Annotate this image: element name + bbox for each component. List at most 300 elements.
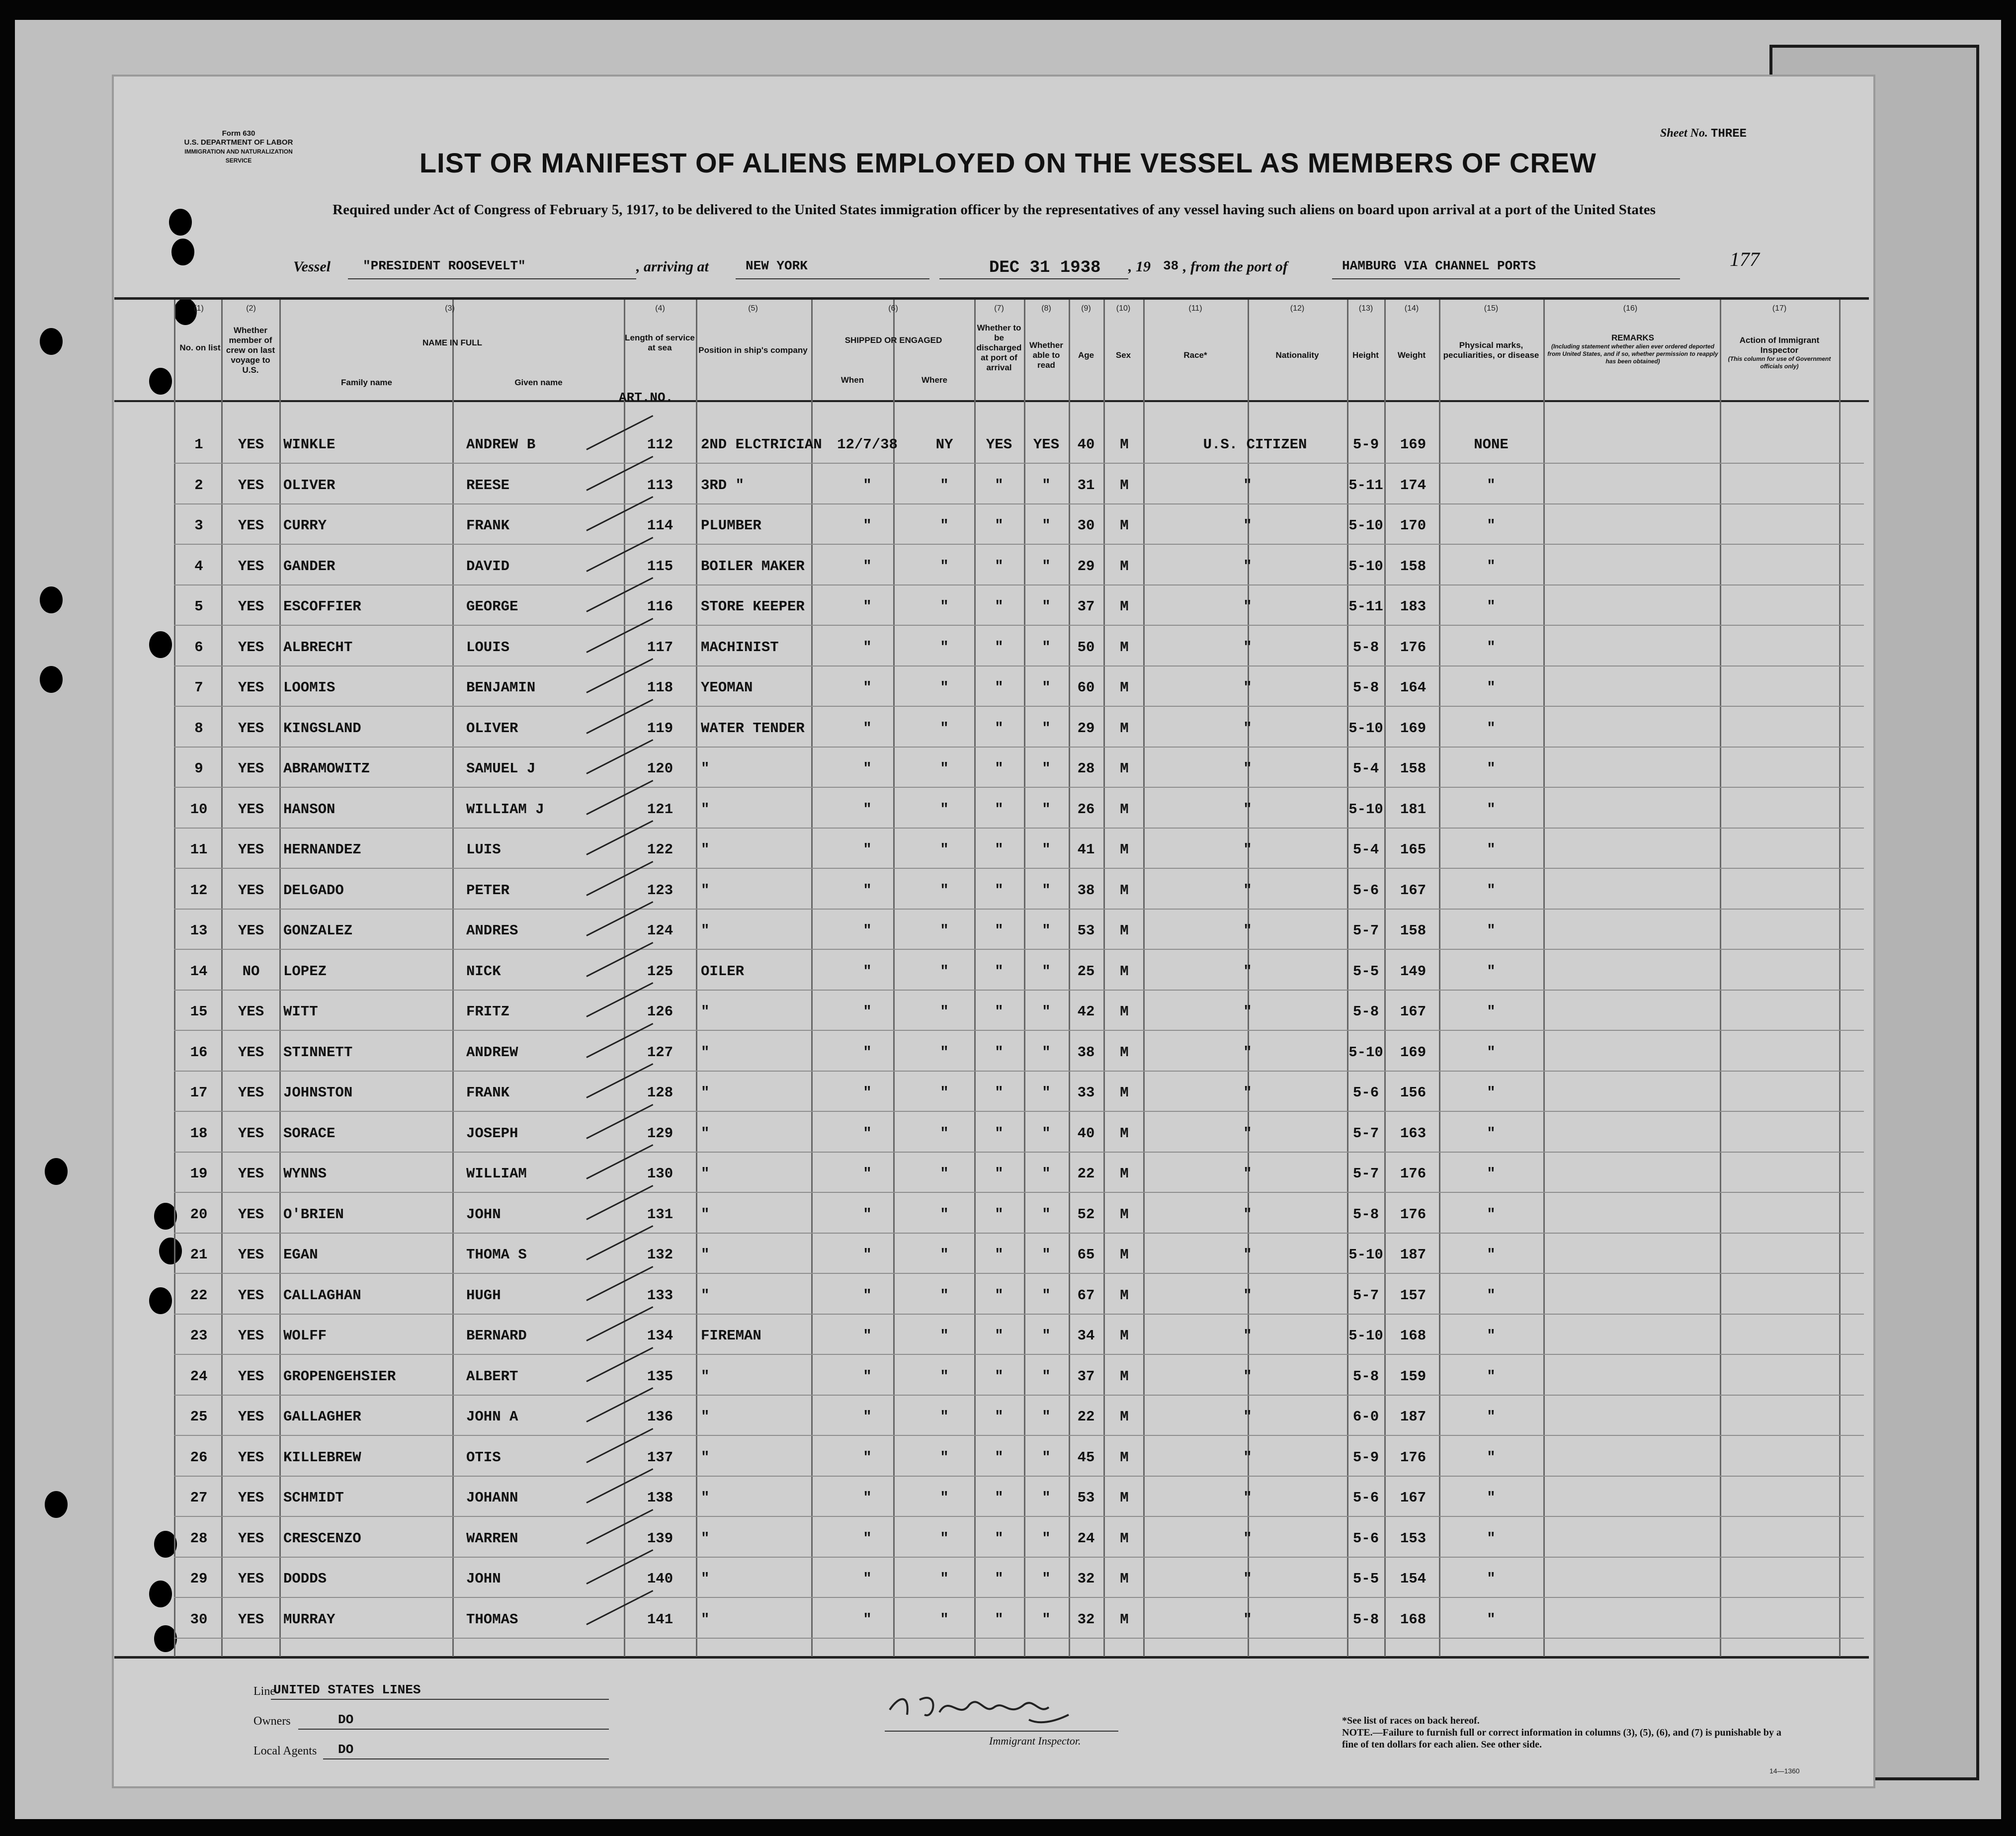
cell-height: 5-10 <box>1348 1247 1383 1263</box>
cell-position: " <box>701 841 710 858</box>
cell-given: ANDREW <box>466 1044 518 1061</box>
cell-when: " <box>863 1530 872 1547</box>
column-number: (6) <box>888 304 898 313</box>
cell-weight: 158 <box>1400 558 1427 575</box>
cell-discharged: " <box>995 517 1004 534</box>
cell-family: CRESCENZO <box>283 1530 361 1547</box>
cell-age: 29 <box>1077 720 1095 737</box>
cell-height: 5-10 <box>1348 558 1383 575</box>
cell-service: 129 <box>647 1125 673 1142</box>
cell-position: " <box>701 1530 710 1547</box>
cell-nationality: " <box>1243 639 1252 656</box>
cell-no: 10 <box>190 801 208 818</box>
cell-weight: 156 <box>1400 1085 1427 1101</box>
cell-nationality: " <box>1243 1044 1252 1061</box>
cell-family: CURRY <box>283 517 327 534</box>
cell-where: " <box>940 841 949 858</box>
cell-read: " <box>1042 679 1051 696</box>
cell-where: " <box>940 1206 949 1223</box>
cell-discharged: " <box>995 1247 1004 1263</box>
cell-nationality: U.S. CITIZEN <box>1203 436 1307 453</box>
cell-given: JOHANN <box>466 1490 518 1506</box>
cell-position: STORE KEEPER <box>701 598 805 615</box>
action-title: Action of Immigrant Inspector <box>1739 335 1820 355</box>
cell-member: YES <box>238 922 264 939</box>
cell-service: 135 <box>647 1368 673 1385</box>
form-number: Form 630 <box>222 129 255 138</box>
cell-when: " <box>863 963 872 980</box>
cell-member: YES <box>238 1409 264 1425</box>
cell-height: 5-7 <box>1352 1287 1379 1304</box>
owners-label: Owners <box>253 1715 291 1728</box>
column-number: (5) <box>748 304 758 313</box>
cell-position: " <box>701 1085 710 1101</box>
cell-member: YES <box>238 801 264 818</box>
cell-age: 50 <box>1077 639 1095 656</box>
header-marks: Physical marks, peculiarities, or disease <box>1443 340 1539 360</box>
cell-height: 5-8 <box>1352 1368 1379 1385</box>
header-age: Age <box>1078 350 1094 360</box>
cell-nationality: " <box>1243 517 1252 534</box>
line-label: Line <box>253 1685 275 1698</box>
cell-given: HUGH <box>466 1287 501 1304</box>
cell-service: 112 <box>647 436 673 453</box>
line-underline <box>271 1699 609 1700</box>
cell-sex: M <box>1120 1206 1129 1223</box>
cell-discharged: " <box>995 922 1004 939</box>
cell-sex: M <box>1120 436 1129 453</box>
row-rule <box>174 463 1864 464</box>
cell-discharged: " <box>995 477 1004 494</box>
cell-height: 5-8 <box>1352 1611 1379 1628</box>
cell-family: GONZALEZ <box>283 922 353 939</box>
cell-height: 5-7 <box>1352 922 1379 939</box>
header-member: Whether member of crew on last voyage to U.S. <box>226 326 275 375</box>
cell-marks: " <box>1487 720 1496 737</box>
cell-where: " <box>940 477 949 494</box>
cell-no: 16 <box>190 1044 208 1061</box>
row-rule <box>174 625 1864 626</box>
cell-position: " <box>701 1611 710 1628</box>
cell-discharged: " <box>995 1044 1004 1061</box>
cell-age: 26 <box>1077 801 1095 818</box>
cell-when: " <box>863 1611 872 1628</box>
cell-discharged: " <box>995 639 1004 656</box>
from-label: , from the port of <box>1183 258 1288 275</box>
cell-age: 53 <box>1077 1490 1095 1506</box>
handwritten-page-number: 177 <box>1730 248 1760 270</box>
column-number: (10) <box>1116 304 1131 313</box>
signature-line <box>885 1731 1118 1732</box>
cell-marks: " <box>1487 1571 1496 1587</box>
cell-sex: M <box>1120 1611 1129 1628</box>
cell-family: GROPENGEHSIER <box>283 1368 396 1385</box>
cell-sex: M <box>1120 1287 1129 1304</box>
row-rule <box>174 1516 1864 1517</box>
cell-member: YES <box>238 1449 264 1466</box>
cell-member: YES <box>238 1044 264 1061</box>
cell-nationality: " <box>1243 1287 1252 1304</box>
cell-discharged: YES <box>986 436 1012 453</box>
cell-sex: M <box>1120 1368 1129 1385</box>
line-value: UNITED STATES LINES <box>273 1682 421 1697</box>
cell-family: WOLFF <box>283 1328 327 1344</box>
cell-marks: " <box>1487 1003 1496 1020</box>
cell-family: LOOMIS <box>283 679 336 696</box>
cell-sex: M <box>1120 1490 1129 1506</box>
cell-where: " <box>940 963 949 980</box>
cell-when: " <box>863 1490 872 1506</box>
cell-marks: NONE <box>1474 436 1509 453</box>
cell-no: 15 <box>190 1003 208 1020</box>
cell-no: 14 <box>190 963 208 980</box>
cell-weight: 159 <box>1400 1368 1427 1385</box>
cell-weight: 183 <box>1400 598 1427 615</box>
cell-nationality: " <box>1243 1125 1252 1142</box>
cell-marks: " <box>1487 882 1496 899</box>
cell-family: DODDS <box>283 1571 327 1587</box>
vessel-name: "PRESIDENT ROOSEVELT" <box>363 258 526 273</box>
cell-member: YES <box>238 639 264 656</box>
cell-discharged: " <box>995 801 1004 818</box>
cell-read: " <box>1042 720 1051 737</box>
cell-nationality: " <box>1243 760 1252 777</box>
column-number: (15) <box>1484 304 1499 313</box>
cell-member: YES <box>238 1125 264 1142</box>
cell-weight: 167 <box>1400 1003 1427 1020</box>
cell-marks: " <box>1487 477 1496 494</box>
cell-when: " <box>863 517 872 534</box>
cell-weight: 169 <box>1400 720 1427 737</box>
header-position: Position in ship's company <box>698 345 808 355</box>
punch-hole <box>171 239 194 265</box>
cell-discharged: " <box>995 1490 1004 1506</box>
row-rule <box>174 1233 1864 1234</box>
row-rule <box>174 706 1864 707</box>
cell-height: 5-10 <box>1348 1044 1383 1061</box>
cell-no: 3 <box>194 517 203 534</box>
from-underline <box>1332 278 1680 279</box>
cell-age: 40 <box>1077 1125 1095 1142</box>
cell-position: " <box>701 760 710 777</box>
cell-position: 2ND ELCTRICIAN <box>701 436 822 453</box>
cell-height: 5-8 <box>1352 1206 1379 1223</box>
cell-sex: M <box>1120 1328 1129 1344</box>
cell-weight: 165 <box>1400 841 1427 858</box>
cell-nationality: " <box>1243 963 1252 980</box>
cell-sex: M <box>1120 639 1129 656</box>
cell-given: LOUIS <box>466 639 510 656</box>
document-subtitle: Required under Act of Congress of February 5, 1917, to be delivered to the United States immigration officer by the representatives of any vessel having such aliens on board upon arrival at a port of the United States <box>333 202 1656 218</box>
cell-position: BOILER MAKER <box>701 558 805 575</box>
cell-no: 7 <box>194 679 203 696</box>
cell-member: YES <box>238 1328 264 1344</box>
cell-service: 132 <box>647 1247 673 1263</box>
cell-read: " <box>1042 517 1051 534</box>
cell-height: 5-4 <box>1352 841 1379 858</box>
date-stamp: DEC 31 1938 <box>989 258 1101 277</box>
cell-read: " <box>1042 882 1051 899</box>
cell-age: 34 <box>1077 1328 1095 1344</box>
cell-given: LUIS <box>466 841 501 858</box>
cell-member: YES <box>238 841 264 858</box>
cell-sex: M <box>1120 760 1129 777</box>
punch-hole <box>40 666 63 693</box>
cell-position: " <box>701 1449 710 1466</box>
cell-weight: 153 <box>1400 1530 1427 1547</box>
cell-family: JOHNSTON <box>283 1085 353 1101</box>
cell-marks: " <box>1487 1409 1496 1425</box>
header-no: No. on list <box>179 343 221 352</box>
remarks-title: REMARKS <box>1611 333 1654 342</box>
cell-nationality: " <box>1243 477 1252 494</box>
cell-given: OLIVER <box>466 720 518 737</box>
cell-position: MACHINIST <box>701 639 779 656</box>
cell-service: 115 <box>647 558 673 575</box>
cell-discharged: " <box>995 1611 1004 1628</box>
cell-sex: M <box>1120 1125 1129 1142</box>
cell-age: 67 <box>1077 1287 1095 1304</box>
cell-member: YES <box>238 882 264 899</box>
cell-service: 122 <box>647 841 673 858</box>
cell-family: WYNNS <box>283 1166 327 1182</box>
cell-where: " <box>940 801 949 818</box>
cell-when: " <box>863 1328 872 1344</box>
cell-service: 113 <box>647 477 673 494</box>
row-rule <box>174 1638 1864 1639</box>
footer-notes <box>1342 1715 1789 1751</box>
cell-age: 60 <box>1077 679 1095 696</box>
column-number: (9) <box>1081 304 1091 313</box>
cell-member: YES <box>238 1571 264 1587</box>
cell-no: 22 <box>190 1287 208 1304</box>
cell-marks: " <box>1487 963 1496 980</box>
header-given-name: Given name <box>514 378 563 387</box>
punch-hole <box>45 1158 68 1185</box>
cell-read: " <box>1042 477 1051 494</box>
header-name: NAME IN FULL <box>422 338 482 347</box>
punch-hole <box>149 1581 172 1607</box>
cell-when: " <box>863 1085 872 1101</box>
cell-where: " <box>940 1490 949 1506</box>
cell-service: 138 <box>647 1490 673 1506</box>
year-value: 38 <box>1163 258 1179 273</box>
cell-marks: " <box>1487 841 1496 858</box>
column-number: (11) <box>1188 304 1202 313</box>
cell-age: 65 <box>1077 1247 1095 1263</box>
cell-position: " <box>701 1166 710 1182</box>
cell-position: " <box>701 1003 710 1020</box>
cell-nationality: " <box>1243 1085 1252 1101</box>
row-rule <box>174 1314 1864 1315</box>
cell-nationality: " <box>1243 1530 1252 1547</box>
cell-sex: M <box>1120 598 1129 615</box>
cell-age: 31 <box>1077 477 1095 494</box>
cell-marks: " <box>1487 1085 1496 1101</box>
cell-when: " <box>863 922 872 939</box>
agents-value: DO <box>338 1742 354 1757</box>
row-rule <box>174 787 1864 788</box>
row-rule <box>174 1152 1864 1153</box>
cell-discharged: " <box>995 598 1004 615</box>
cell-age: 45 <box>1077 1449 1095 1466</box>
row-rule <box>174 544 1864 545</box>
cell-given: FRANK <box>466 1085 510 1101</box>
cell-read: " <box>1042 1449 1051 1466</box>
cell-family: GALLAGHER <box>283 1409 361 1425</box>
cell-sex: M <box>1120 841 1129 858</box>
cell-member: YES <box>238 517 264 534</box>
cell-given: JOHN <box>466 1206 501 1223</box>
cell-sex: M <box>1120 882 1129 899</box>
cell-marks: " <box>1487 1449 1496 1466</box>
header-bottom-rule <box>114 400 1869 402</box>
cell-marks: " <box>1487 679 1496 696</box>
cell-age: 40 <box>1077 436 1095 453</box>
cell-service: 130 <box>647 1166 673 1182</box>
cell-height: 5-10 <box>1348 1328 1383 1344</box>
cell-position: FIREMAN <box>701 1328 761 1344</box>
vessel-label: Vessel <box>293 258 331 275</box>
punch-hole <box>149 631 172 658</box>
cell-weight: 154 <box>1400 1571 1427 1587</box>
cell-given: FRANK <box>466 517 510 534</box>
cell-member: YES <box>238 720 264 737</box>
cell-no: 12 <box>190 882 208 899</box>
column-number: (4) <box>655 304 665 313</box>
action-note: (This column for use of Government officials only) <box>1728 355 1831 370</box>
cell-where: " <box>940 679 949 696</box>
date-underline <box>939 278 1128 279</box>
cell-read: " <box>1042 1287 1051 1304</box>
cell-family: ESCOFFIER <box>283 598 361 615</box>
fine-note: NOTE.—Failure to furnish full or correct information in columns (3), (5), (6), and (7) is punishable by a fine of ten dollars for each alien. See other side. <box>1342 1727 1781 1750</box>
cell-where: " <box>940 1571 949 1587</box>
cell-nationality: " <box>1243 558 1252 575</box>
cell-read: " <box>1042 1247 1051 1263</box>
cell-height: 5-11 <box>1348 477 1383 494</box>
row-rule <box>174 584 1864 585</box>
row-rule <box>174 828 1864 829</box>
cell-no: 4 <box>194 558 203 575</box>
sheet-value: THREE <box>1711 127 1747 141</box>
column-number: (14) <box>1404 304 1419 313</box>
cell-read: " <box>1042 1206 1051 1223</box>
cell-member: YES <box>238 1247 264 1263</box>
row-rule <box>174 1030 1864 1031</box>
punch-hole <box>40 328 63 355</box>
cell-member: YES <box>238 558 264 575</box>
cell-member: YES <box>238 679 264 696</box>
cell-when: " <box>863 1287 872 1304</box>
cell-marks: " <box>1487 1206 1496 1223</box>
row-rule <box>174 1557 1864 1558</box>
cell-read: " <box>1042 1571 1051 1587</box>
cell-where: " <box>940 1003 949 1020</box>
cell-discharged: " <box>995 1085 1004 1101</box>
cell-height: 5-10 <box>1348 720 1383 737</box>
cell-family: MURRAY <box>283 1611 336 1628</box>
cell-read: " <box>1042 1611 1051 1628</box>
cell-service: 127 <box>647 1044 673 1061</box>
cell-height: 5-5 <box>1352 1571 1379 1587</box>
cell-age: 38 <box>1077 882 1095 899</box>
header-height: Height <box>1352 350 1379 360</box>
department-name: U.S. DEPARTMENT OF LABOR <box>184 138 293 147</box>
cell-when: " <box>863 1003 872 1020</box>
cell-weight: 158 <box>1400 922 1427 939</box>
header-weight: Weight <box>1397 350 1426 360</box>
cell-marks: " <box>1487 1490 1496 1506</box>
cell-position: " <box>701 1206 710 1223</box>
cell-read: " <box>1042 1085 1051 1101</box>
cell-member: YES <box>238 1368 264 1385</box>
cell-nationality: " <box>1243 1449 1252 1466</box>
cell-no: 18 <box>190 1125 208 1142</box>
cell-age: 22 <box>1077 1166 1095 1182</box>
cell-where: " <box>940 1611 949 1628</box>
cell-service: 133 <box>647 1287 673 1304</box>
cell-where: " <box>940 1530 949 1547</box>
departure-port: HAMBURG VIA CHANNEL PORTS <box>1342 258 1536 273</box>
table-top-rule <box>114 297 1869 300</box>
cell-age: 37 <box>1077 598 1095 615</box>
table-bottom-rule <box>114 1656 1869 1659</box>
cell-discharged: " <box>995 882 1004 899</box>
row-rule <box>174 1476 1864 1477</box>
punch-hole <box>149 1287 172 1314</box>
cell-read: " <box>1042 1166 1051 1182</box>
cell-given: WILLIAM <box>466 1166 527 1182</box>
header-service: Length of service at sea <box>625 333 695 352</box>
cell-height: 5-9 <box>1352 436 1379 453</box>
header-when: When <box>840 375 864 385</box>
column-number: (1) <box>194 304 204 313</box>
cell-service: 137 <box>647 1449 673 1466</box>
cell-age: 42 <box>1077 1003 1095 1020</box>
cell-marks: " <box>1487 1247 1496 1263</box>
cell-where: NY <box>935 436 953 453</box>
cell-discharged: " <box>995 1530 1004 1547</box>
cell-age: 52 <box>1077 1206 1095 1223</box>
cell-height: 5-4 <box>1352 760 1379 777</box>
cell-no: 21 <box>190 1247 208 1263</box>
cell-position: YEOMAN <box>701 679 753 696</box>
cell-marks: " <box>1487 1368 1496 1385</box>
cell-family: HANSON <box>283 801 336 818</box>
cell-no: 11 <box>190 841 208 858</box>
inspector-label: Immigrant Inspector. <box>989 1735 1081 1747</box>
cell-member: YES <box>238 1085 264 1101</box>
cell-when: " <box>863 1368 872 1385</box>
cell-when: " <box>863 1206 872 1223</box>
cell-weight: 163 <box>1400 1125 1427 1142</box>
cell-service: 124 <box>647 922 673 939</box>
cell-where: " <box>940 1287 949 1304</box>
cell-discharged: " <box>995 1571 1004 1587</box>
cell-family: KINGSLAND <box>283 720 361 737</box>
cell-weight: 169 <box>1400 436 1427 453</box>
row-rule <box>174 747 1864 748</box>
cell-height: 5-6 <box>1352 882 1379 899</box>
cell-position: " <box>701 1125 710 1142</box>
cell-height: 5-8 <box>1352 639 1379 656</box>
cell-nationality: " <box>1243 1611 1252 1628</box>
cell-read: " <box>1042 922 1051 939</box>
row-rule <box>174 1597 1864 1598</box>
cell-sex: M <box>1120 1044 1129 1061</box>
cell-member: YES <box>238 1166 264 1182</box>
